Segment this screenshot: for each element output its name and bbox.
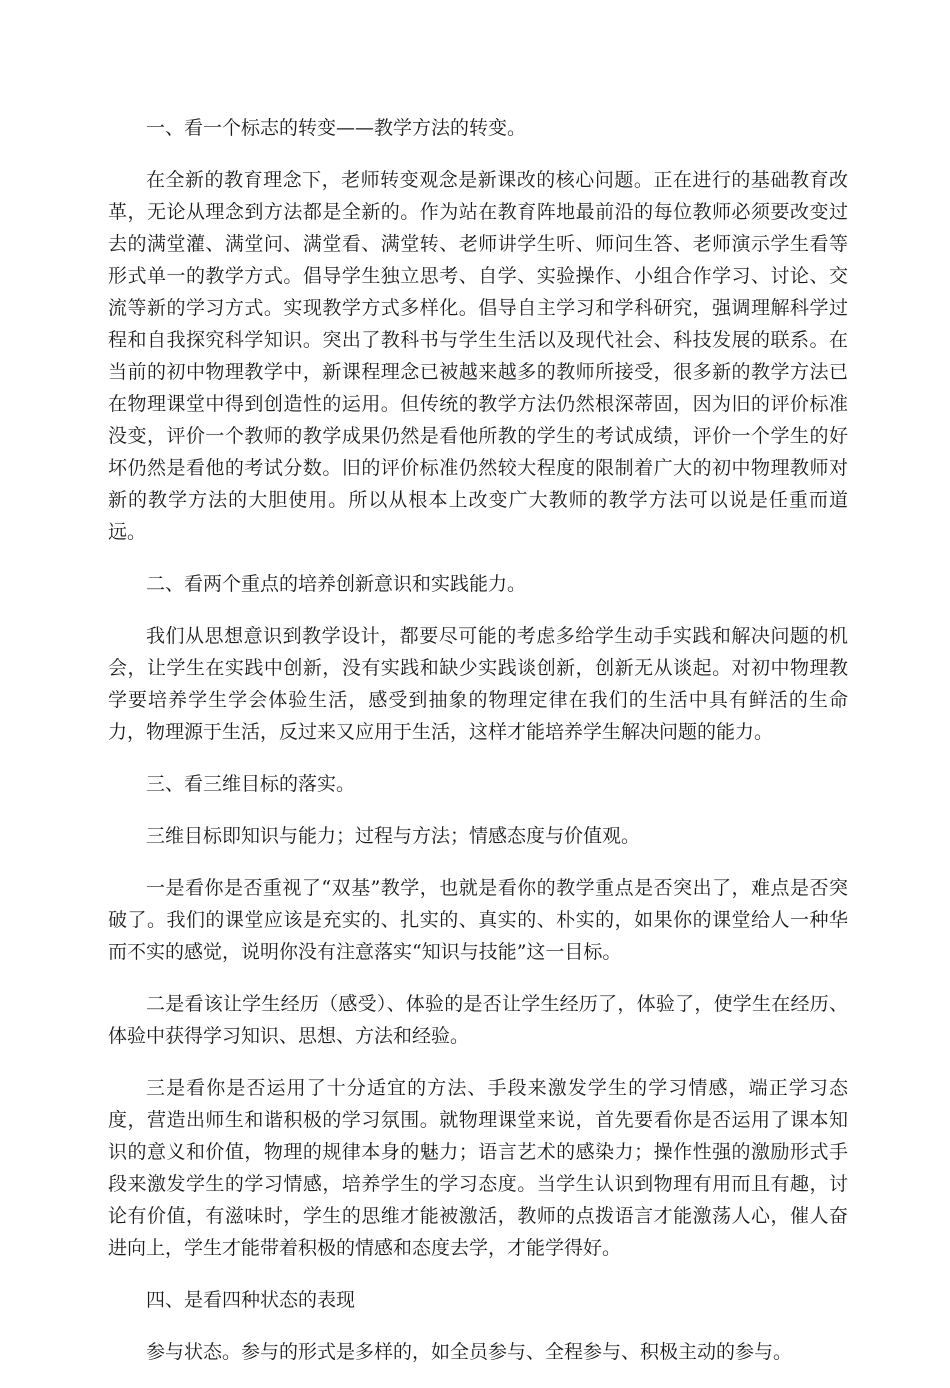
- section-heading-1: 一、看一个标志的转变——教学方法的转变。: [146, 117, 527, 139]
- section-heading-2: 二、看两个重点的培养创新意识和实践能力。: [146, 573, 527, 595]
- section-heading-3: 三、看三维目标的落实。: [146, 773, 356, 795]
- paragraph-goal-one: 一是看你是否重视了“双基”教学，也就是看你的教学重点是否突出了，难点是否突破了。我们的课堂应该是充实的、扎实的、真实的、朴实的，如果你的课堂给人一种华而不实的感觉，说明你没有注意落实“知识与技能”这一目标。: [108, 877, 848, 963]
- paragraph-teaching-method: 在全新的教育理念下，老师转变观念是新课改的核心问题。正在进行的基础教育改革，无论从理念到方法都是全新的。作为站在教育阵地最前沿的每位教师必须要改变过去的满堂灌、满堂问、满堂看、满堂转、老师讲学生听、师问生答、老师演示学生看等形式单一的教学方式。倡导学生独立思考、自学、实验操作、小组合作学习、讨论、交流等新的学习方式。实现教学方式多样化。倡导自主学习和学科研究，强调理解科学过程和自我探究科学知识。突出了教科书与学生生活以及现代社会、科技发展的联系。在当前的初中物理教学中，新课程理念已被越来越多的教师所接受，很多新的教学方法已在物理课堂中得到创造性的运用。但传统的教学方法仍然根深蒂固，因为旧的评价标准没变，评价一个教师的教学成果仍然是看他所教的学生的考试成绩，评价一个学生的好坏仍然是看他的考试分数。旧的评价标准仍然较大程度的限制着广大的初中物理教师对新的教学方法的大胆使用。所以从根本上改变广大教师的教学方法可以说是任重而道远。: [108, 169, 848, 543]
- document-body: [108, 112, 848, 1388]
- paragraph-goal-two: 二是看该让学生经历（感受）、体验的是否让学生经历了，体验了，使学生在经历、体验中获得学习知识、思想、方法和经验。: [108, 993, 848, 1047]
- paragraph-three-goals: 三维目标即知识与能力；过程与方法；情感态度与价值观。: [146, 825, 641, 847]
- paragraph-innovation-practice: 我们从思想意识到教学设计，都要尽可能的考虑多给学生动手实践和解决问题的机会，让学生在实践中创新，没有实践和缺少实践谈创新，创新无从谈起。对初中物理教学要培养学生学会体验生活，感受到抽象的物理定律在我们的生活中具有鲜活的生命力，物理源于生活，反过来又应用于生活，这样才能培养学生解决问题的能力。: [108, 625, 848, 743]
- section-heading-4: 四、是看四种状态的表现: [146, 1289, 356, 1311]
- paragraph-goal-three: 三是看你是否运用了十分适宜的方法、手段来激发学生的学习情感，端正学习态度，营造出师生和谐积极的学习氛围。就物理课堂来说，首先要看你是否运用了课本知识的意义和价值，物理的规律本身的魅力；语言艺术的感染力；操作性强的激励形式手段来激发学生的学习情感，培养学生的学习态度。当学生认识到物理有用而且有趣，讨论有价值，有滋味时，学生的思维才能被激活，教师的点拨语言才能激荡人心，催人奋进向上，学生才能带着积极的情感和态度去学，才能学得好。: [108, 1077, 848, 1259]
- paragraph-participation: 参与状态。参与的形式是多样的，如全员参与、全程参与、积极主动的参与。: [146, 1341, 793, 1363]
